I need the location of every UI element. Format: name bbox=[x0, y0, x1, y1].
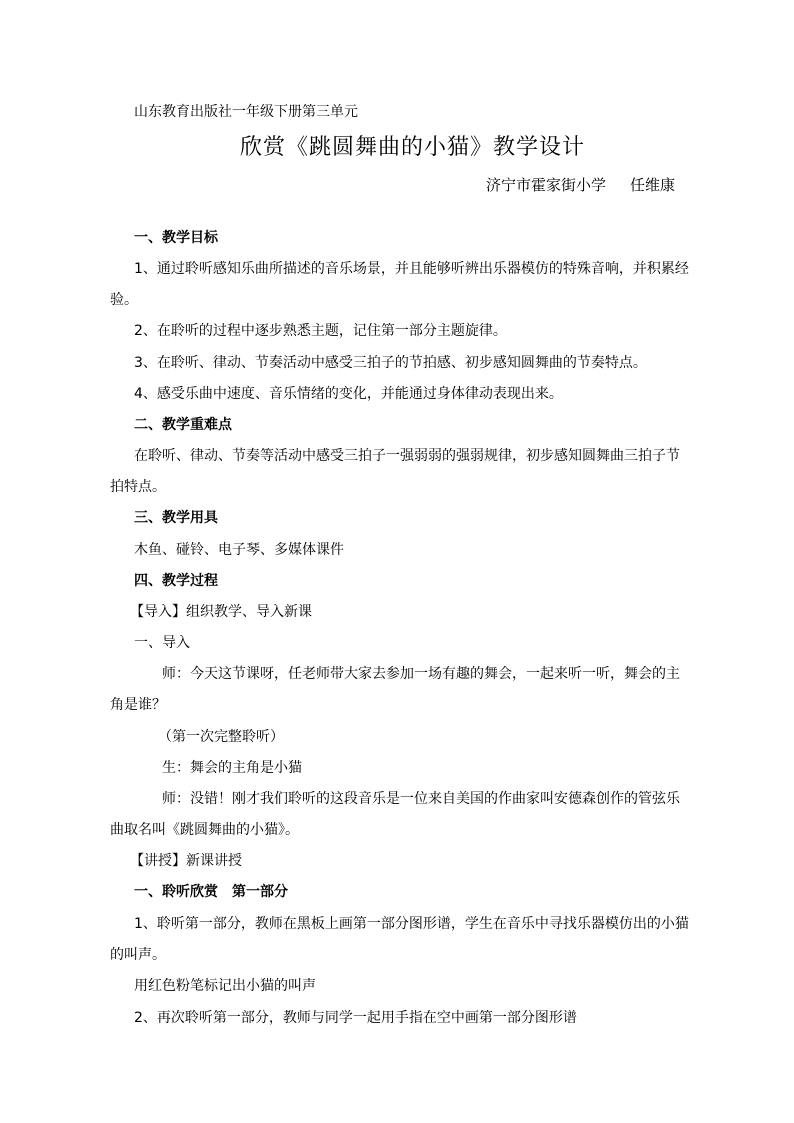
lecture-tag: 【讲授】新课讲授 bbox=[130, 853, 242, 869]
step-2: 2、再次聆听第一部分，教师与同学一起用手指在空中画第一部分图形谱 bbox=[134, 1010, 577, 1026]
keypoints-heading: 二、教学重难点 bbox=[134, 417, 232, 433]
intro-tag: 【导入】组织教学、导入新课 bbox=[130, 604, 312, 620]
teacher-2-line-1: 师：没错！刚才我们聆听的这段音乐是一位来自美国的作曲家叫安德森创作的管弦乐 bbox=[162, 791, 680, 807]
step-1-line-1: 1、聆听第一部分，教师在黑板上画第一部分图形谱，学生在音乐中寻找乐器模仿出的小猫 bbox=[134, 916, 689, 932]
tools-list: 木鱼、碰铃、电子琴、多媒体课件 bbox=[134, 542, 344, 558]
step-1-note: 用红色粉笔标记出小猫的叫声 bbox=[134, 978, 316, 994]
teacher-1-line-2: 角是谁？ bbox=[110, 697, 166, 713]
goal-2: 2、在聆听的过程中逐步熟悉主题，记住第一部分主题旋律。 bbox=[134, 323, 507, 339]
keypoints-line-1: 在聆听、律动、节奏等活动中感受三拍子一强弱弱的强弱规律，初步感知圆舞曲三拍子节 bbox=[134, 448, 680, 464]
teacher-1-line-1: 师：今天这节课呀，任老师带大家去参加一场有趣的舞会，一起来听一听，舞会的主 bbox=[162, 666, 680, 682]
goal-1-line-2: 验。 bbox=[110, 292, 138, 308]
process-heading: 四、教学过程 bbox=[134, 573, 218, 589]
goal-1-line-1: 1、通过聆听感知乐曲所描述的音乐场景，并且能够听辨出乐器模仿的特殊音响，并积累经 bbox=[134, 261, 689, 277]
goal-3: 3、在聆听、律动、节奏活动中感受三拍子的节拍感、初步感知圆舞曲的节奏特点。 bbox=[134, 355, 647, 371]
page-title: 欣赏《跳圆舞曲的小猫》教学设计 bbox=[240, 135, 586, 160]
student-1: 生：舞会的主角是小猫 bbox=[162, 760, 302, 776]
goal-4: 4、感受乐曲中速度、音乐情绪的变化，并能通过身体律动表现出来。 bbox=[134, 386, 563, 402]
part-1-heading: 一、聆听欣赏 第一部分 bbox=[134, 884, 288, 900]
goals-heading: 一、教学目标 bbox=[134, 230, 218, 246]
teacher-2-line-2: 曲取名叫《跳圆舞曲的小猫》。 bbox=[110, 822, 299, 838]
author-line bbox=[486, 174, 675, 196]
listen-note: （第一次完整聆听） bbox=[158, 729, 284, 745]
intro-subheading: 一、导入 bbox=[134, 635, 190, 651]
keypoints-line-2: 拍特点。 bbox=[110, 479, 166, 495]
publisher-line: 山东教育出版社一年级下册第三单元 bbox=[134, 104, 358, 120]
school-name: 济宁市霍家街小学 bbox=[486, 176, 607, 194]
tools-heading: 三、教学用具 bbox=[134, 510, 218, 526]
author-name: 任维康 bbox=[630, 176, 676, 194]
step-1-line-2: 的叫声。 bbox=[110, 947, 166, 963]
